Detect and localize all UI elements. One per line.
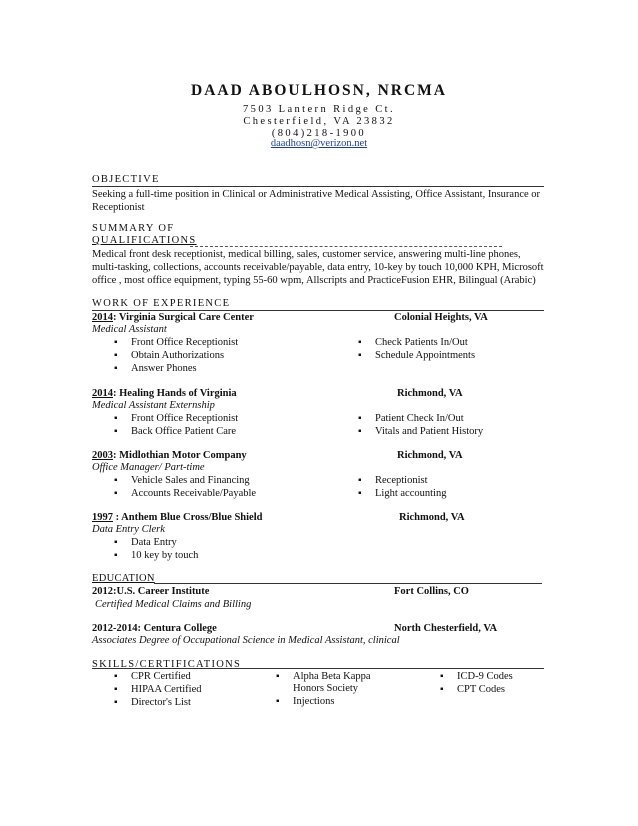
skill-item: ▪ Alpha Beta Kappa [293, 671, 371, 682]
address-line-1: 7503 Lantern Ridge Ct. [243, 104, 395, 115]
skill-item: ▪ Injections [293, 696, 334, 707]
school-detail: Associates Degree of Occupational Science in Medical Assistant, clinical [92, 635, 400, 646]
phone-number: (804)218-1900 [271, 128, 367, 139]
applicant-name: DAAD ABOULHOSN, NRCMA [191, 82, 447, 99]
duty-item: ▪ Vehicle Sales and Financing [131, 475, 250, 486]
job-year: 1997 [92, 512, 113, 523]
email-link[interactable]: daadhosn@verizon.net [270, 138, 368, 149]
job-location: Richmond, VA [397, 450, 463, 461]
education-heading: EDUCATION [92, 573, 155, 584]
duty-item: ▪ Check Patients In/Out [375, 337, 468, 348]
skill-item: ▪ Director's List [131, 697, 191, 708]
duty-item: ▪ Front Office Receptionist [131, 337, 238, 348]
school-location: Fort Collins, CO [394, 586, 469, 597]
job-location: Richmond, VA [399, 512, 465, 523]
job-year: 2014 [92, 312, 113, 323]
summary-heading-line1: SUMMARY OF [92, 223, 175, 234]
job-heading [92, 388, 237, 399]
job-company: : Healing Hands of Virginia [113, 388, 237, 399]
job-company: : Anthem Blue Cross/Blue Shield [113, 512, 263, 523]
summary-text: Medical front desk receptionist, medical billing, sales, customer service, answering multi-line phones, multi-tasking, collections, accounts receivable/payable, data entry, 10-key by touch 10,000 KPH, Microsoft office , most office equipment, typing 55-60 wpm, Allscripts and PracticeFusion EHR, Bilingual (Arabic) [92, 249, 544, 286]
duty-item: ▪ Vitals and Patient History [375, 426, 483, 437]
school-detail: Certified Medical Claims and Billing [95, 599, 252, 610]
job-location: Richmond, VA [397, 388, 463, 399]
school-location: North Chesterfield, VA [394, 623, 498, 634]
duty-item: ▪ Data Entry [131, 537, 177, 548]
job-title: Medical Assistant [92, 324, 167, 335]
address-line-2: Chesterfield, VA 23832 [243, 116, 395, 127]
job-heading [92, 450, 247, 461]
summary-divider [190, 246, 502, 247]
job-location: Colonial Heights, VA [394, 312, 488, 323]
duty-item: ▪ Schedule Appointments [375, 350, 475, 361]
skill-item: ▪ ICD-9 Codes [457, 671, 513, 682]
skills-heading: SKILLS/CERTIFICATIONS [92, 659, 242, 670]
objective-heading: OBJECTIVE [92, 174, 160, 185]
experience-divider [92, 310, 544, 311]
duty-item: ▪ Receptionist [375, 475, 428, 486]
school-label: 2012:U.S. Career Institute [92, 586, 210, 597]
job-title: Medical Assistant Externship [92, 400, 215, 411]
job-year: 2003 [92, 450, 113, 461]
skills-divider [92, 668, 544, 669]
education-divider [154, 583, 542, 584]
job-year: 2014 [92, 388, 113, 399]
skill-item: ▪ CPR Certified [131, 671, 191, 682]
skill-item: ▪ CPT Codes [457, 684, 505, 695]
job-company: : Midlothian Motor Company [113, 450, 247, 461]
job-heading [92, 512, 262, 523]
school-label: 2012-2014: Centura College [92, 623, 217, 634]
experience-heading: WORK OF EXPERIENCE [92, 298, 231, 309]
duty-item: ▪ Accounts Receivable/Payable [131, 488, 256, 499]
duty-item: ▪ Front Office Receptionist [131, 413, 238, 424]
duty-item: ▪ Back Office Patient Care [131, 426, 236, 437]
duty-item: ▪ Obtain Authorizations [131, 350, 224, 361]
duty-item: ▪ Patient Check In/Out [375, 413, 464, 424]
duty-item: ▪ Light accounting [375, 488, 446, 499]
duty-item: ▪ Answer Phones [131, 363, 197, 374]
objective-text: Seeking a full-time position in Clinical or Administrative Medical Assisting, Office Assistant, Insurance or Receptionist [92, 189, 541, 213]
job-company: : Virginia Surgical Care Center [113, 312, 254, 323]
objective-divider [92, 186, 544, 187]
skill-item: ▪ HIPAA Certified [131, 684, 202, 695]
job-title: Data Entry Clerk [92, 524, 165, 535]
job-heading [92, 312, 254, 323]
skill-item-continued: Honors Society [293, 683, 359, 694]
job-title: Office Manager/ Part-time [92, 462, 205, 473]
duty-item: ▪ 10 key by touch [131, 550, 198, 561]
summary-heading-line2: QUALIFICATIONS [92, 235, 197, 246]
